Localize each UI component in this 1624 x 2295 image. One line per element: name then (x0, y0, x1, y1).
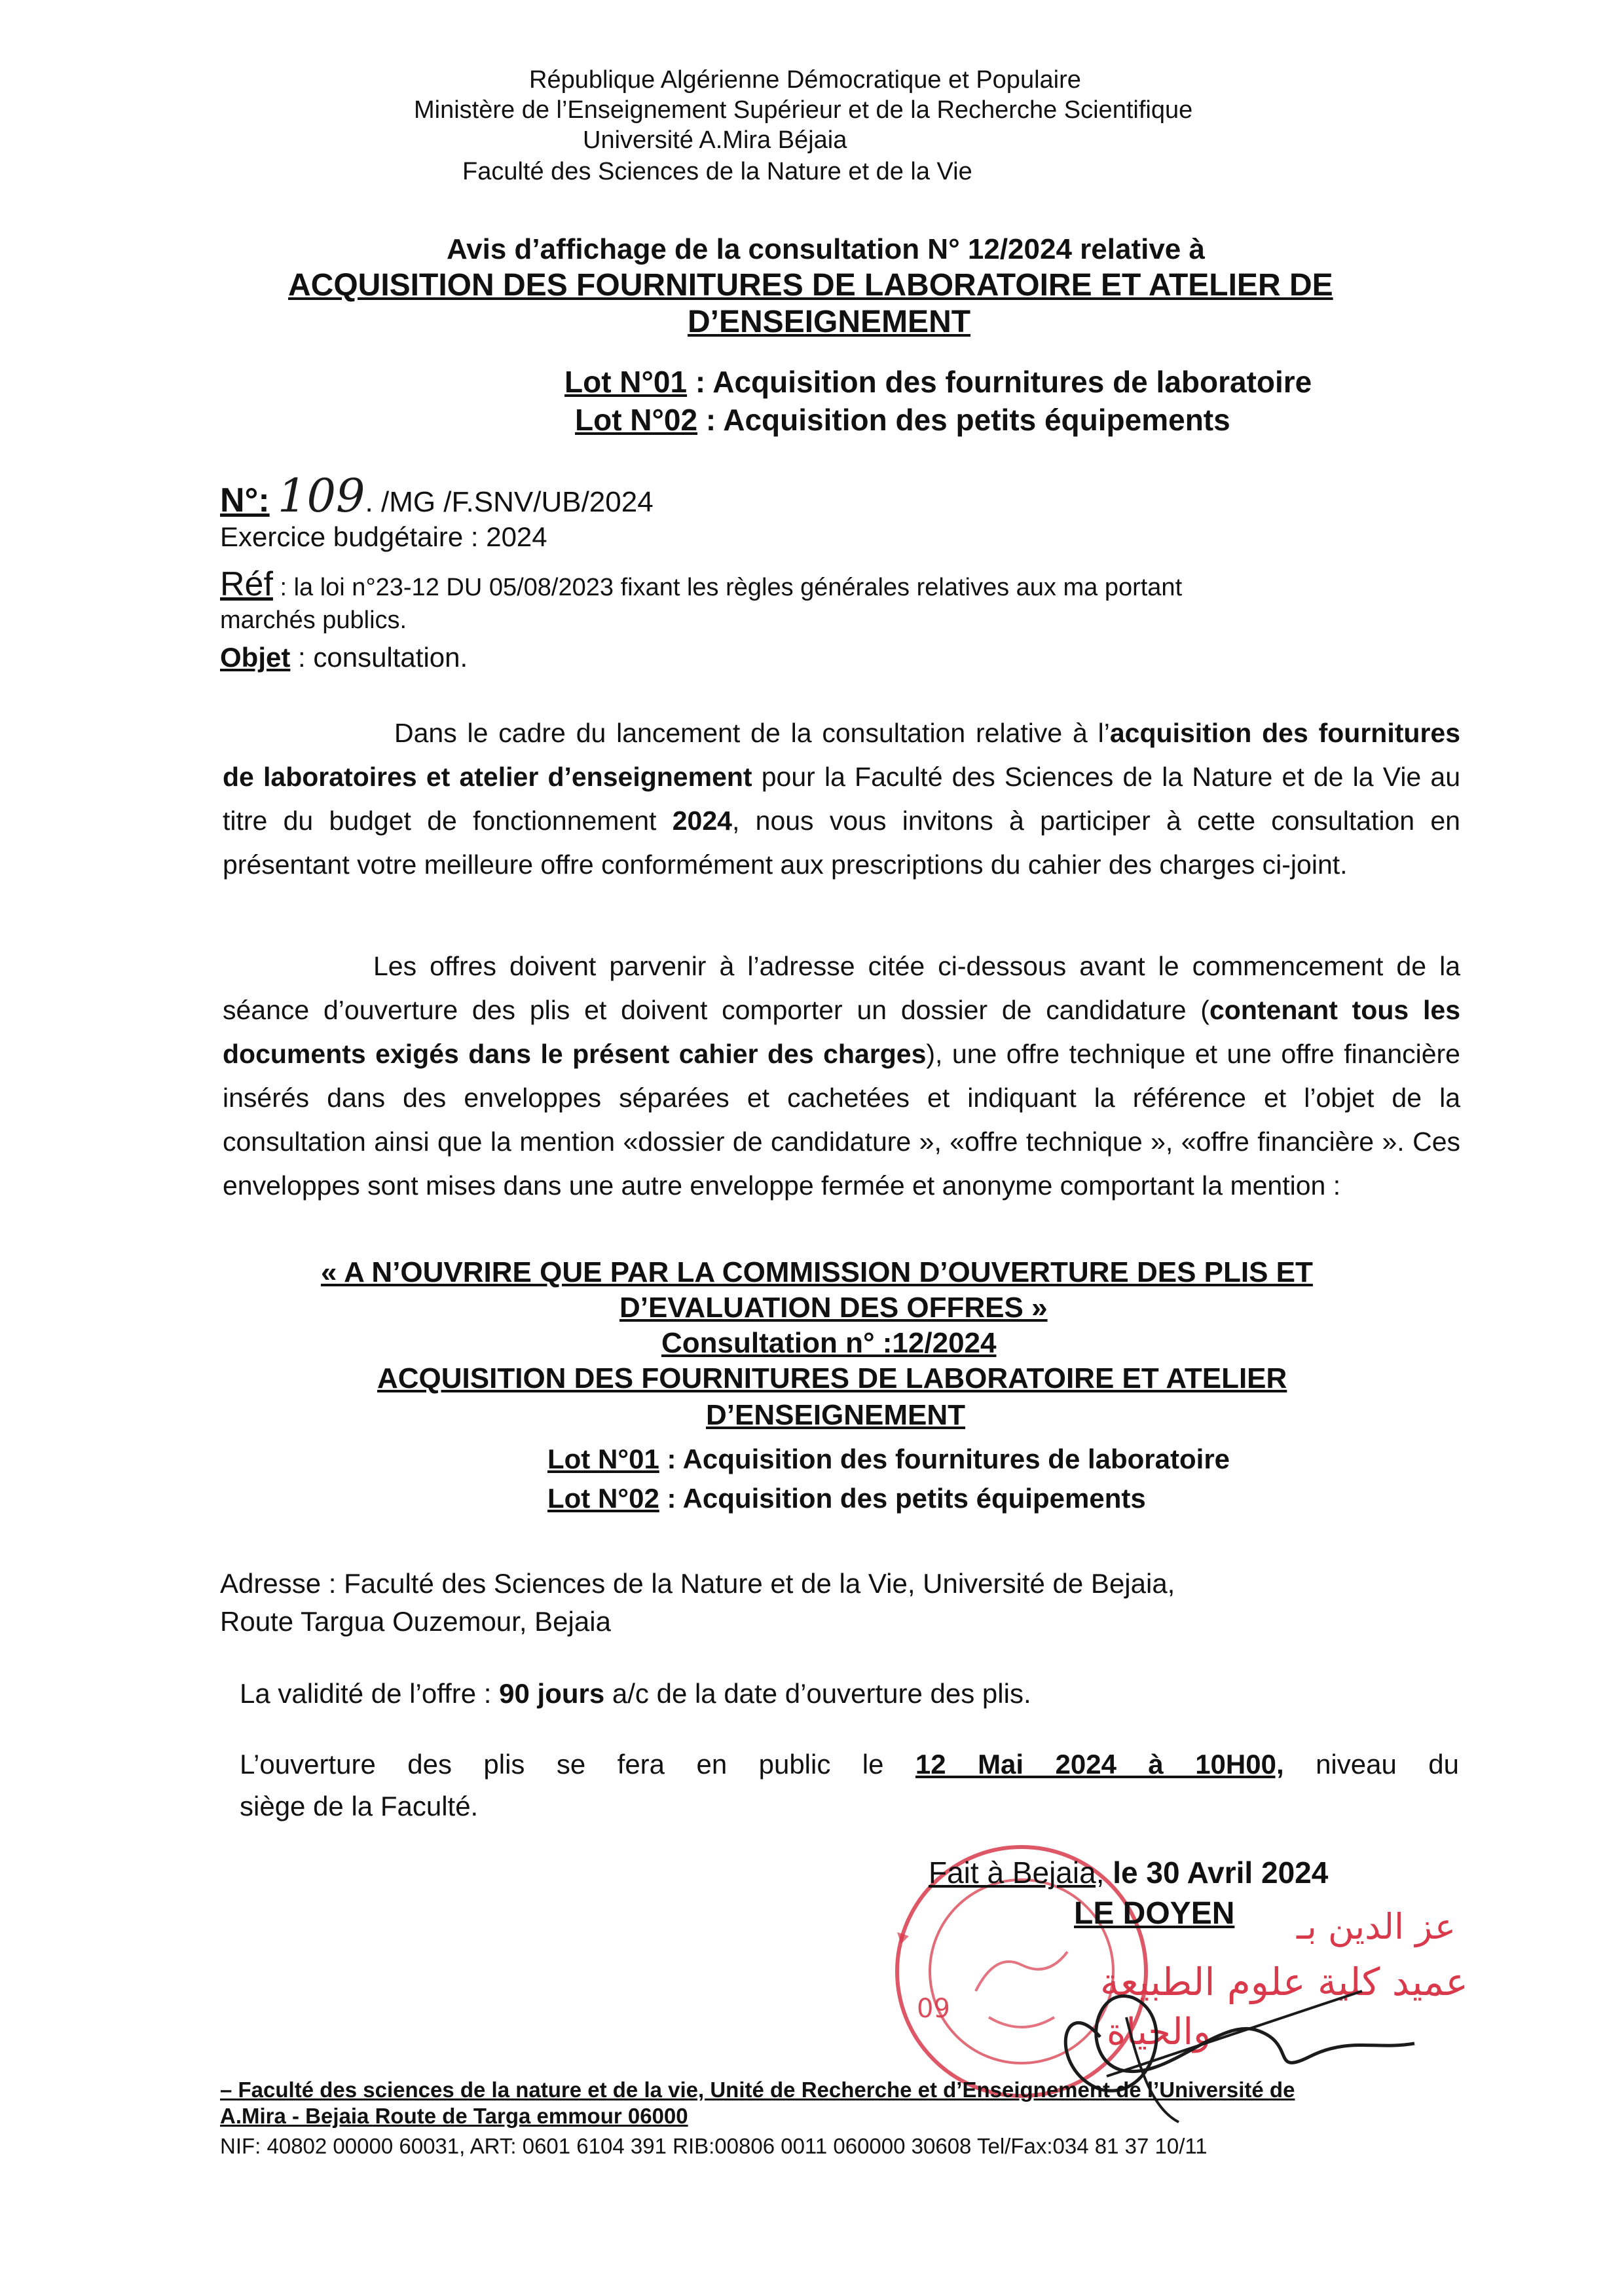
address-line-2: Route Targua Ouzemour, Bejaia (220, 1606, 611, 1637)
header-line-4: Faculté des Sciences de la Nature et de la Vie (462, 158, 972, 185)
lot-2-text: : Acquisition des petits équipements (697, 403, 1230, 437)
title-lot-2 (575, 402, 1230, 438)
envelope-lot-1 (547, 1444, 1230, 1475)
number-dots: . (365, 486, 373, 518)
handwritten-number: 109 (277, 469, 365, 523)
reference-law (220, 565, 1182, 604)
envelope-line-4: ACQUISITION DES FOURNITURES DE LABORATOIRE ET ATELIER (377, 1362, 1287, 1394)
title-line-3: D’ENSEIGNEMENT (688, 305, 971, 339)
arabic-stamp-line-2: عميد كلية علوم الطبيعة (1100, 1960, 1468, 2004)
ref-label: Réf (220, 565, 273, 603)
lot-2-label: Lot N°02 (575, 403, 698, 437)
envelope-lot-2-text: : Acquisition des petits équipements (659, 1483, 1146, 1514)
opening-line-1: L’ouverture des plis se fera en public le 12 Mai 2024 à 10H00, niveau du (240, 1749, 1459, 1780)
objet-text: : consultation. (290, 642, 468, 673)
objet-line (220, 642, 468, 673)
envelope-line-5: D’ENSEIGNEMENT (706, 1399, 966, 1431)
footer-line-1: – Faculté des sciences de la nature et de la vie, Unité de Recherche et d’Enseignement de l’Université de (220, 2078, 1295, 2102)
footer-line-2: A.Mira - Bejaia Route de Targa emmour 06000 (220, 2104, 688, 2128)
lot-1-text: : Acquisition des fournitures de laboratoire (687, 365, 1312, 399)
offer-validity: La validité de l’offre : 90 jours a/c de la date d’ouverture des plis. (240, 1678, 1031, 1709)
paragraph-2: Les offres doivent parvenir à l’adresse citée ci-dessous avant le commencement de la séance d’ouverture des plis et doivent comporter un dossier de candidature (contenant tous les documents exigés dans le présent cahier des charges), une offre technique et une offre financière insérés dans des enveloppes séparées et cachetées et indiquant la référence et l’objet de la consultation ainsi que la mention «dossier de candidature », «offre technique », «offre financière ». Ces enveloppes sont mises dans une autre enveloppe fermée et anonyme comportant la mention : (223, 951, 1460, 1201)
arabic-stamp-line-1: عز الدين بـ (1297, 1906, 1456, 1947)
paragraph-1: Dans le cadre du lancement de la consultation relative à l’acquisition des fournitures de laboratoires et atelier d’enseignement pour la Faculté des Sciences de la Nature et de la Vie au titre du budget de fonctionnement 2024, nous vous invitons à participer à cette consultation en présentant votre meilleure offre conformément aux prescriptions du cahier des charges ci-joint. (223, 718, 1461, 880)
signature-place-date (929, 1855, 1328, 1890)
stamp-number: 09 (917, 1994, 950, 2024)
reference-law-2: marchés publics. (220, 606, 407, 634)
number-label: N°: (220, 481, 270, 519)
envelope-lot-2 (547, 1483, 1146, 1514)
reference-number (220, 469, 654, 523)
envelope-line-3: Consultation n° :12/2024 (661, 1327, 997, 1359)
signature-place: Fait à Bejaia, (929, 1856, 1105, 1890)
envelope-lot-1-text: : Acquisition des fournitures de laboratoire (659, 1444, 1230, 1474)
envelope-lot-2-label: Lot N°02 (547, 1483, 659, 1514)
envelope-line-1: « A N’OUVRIRE QUE PAR LA COMMISSION D’OUVERTURE DES PLIS ET (321, 1256, 1313, 1288)
lot-1-label: Lot N°01 (564, 365, 688, 399)
header-line-3: Université A.Mira Béjaia (583, 126, 847, 154)
objet-label: Objet (220, 642, 291, 673)
number-rest: /MG /F.SNV/UB/2024 (373, 486, 654, 518)
arabic-stamp-line-3: والحياة (1107, 2011, 1211, 2053)
header-line-1: République Algérienne Démocratique et Populaire (529, 66, 1081, 94)
envelope-line-2: D’EVALUATION DES OFFRES » (619, 1292, 1048, 1324)
signature-date: le 30 Avril 2024 (1104, 1856, 1329, 1890)
title-line-1: Avis d’affichage de la consultation N° 12/2024 relative à (447, 233, 1205, 265)
ref-text: : la loi n°23-12 DU 05/08/2023 fixant les règles générales relatives aux ma portant (272, 574, 1183, 601)
header-line-2: Ministère de l’Enseignement Supérieur et de la Recherche Scientifique (414, 96, 1193, 124)
exercice-budgetaire: Exercice budgétaire : 2024 (220, 521, 547, 552)
opening-line-2: siège de la Faculté. (240, 1791, 479, 1821)
footer-line-3: NIF: 40802 00000 60031, ART: 0601 6104 391 RIB:00806 0011 060000 30608 Tel/Fax:034 81 37 10/11 (220, 2134, 1208, 2158)
envelope-lot-1-label: Lot N°01 (547, 1444, 659, 1474)
signature-role: LE DOYEN (1074, 1896, 1235, 1931)
handwritten-signature (1022, 1939, 1428, 2135)
title-lot-1 (564, 364, 1312, 400)
title-line-2: ACQUISITION DES FOURNITURES DE LABORATOIRE ET ATELIER DE (288, 268, 1333, 303)
address-line-1: Adresse : Faculté des Sciences de la Nature et de la Vie, Université de Bejaia, (220, 1568, 1175, 1599)
